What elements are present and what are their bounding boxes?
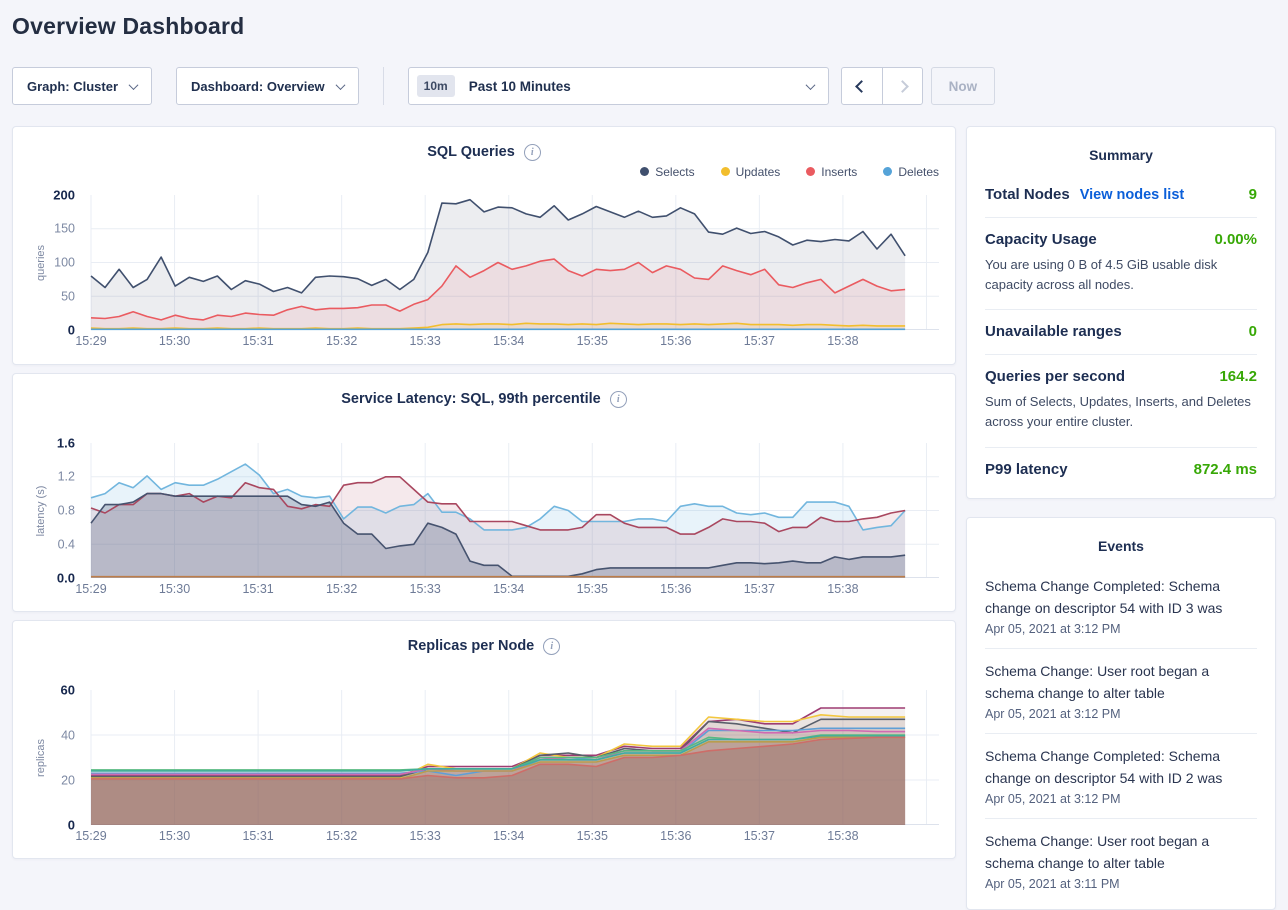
x-tick-label: 15:31 xyxy=(242,829,274,843)
x-tick-label: 15:35 xyxy=(576,334,608,348)
chevron-down-icon xyxy=(805,80,815,90)
x-tick-label: 15:30 xyxy=(158,829,191,843)
summary-label: P99 latency xyxy=(985,460,1068,478)
x-tick-label: 15:29 xyxy=(75,334,107,348)
x-tick-label: 15:34 xyxy=(493,829,525,843)
dashboard-dropdown-label: Dashboard: Overview xyxy=(191,78,325,94)
summary-title: Summary xyxy=(1089,147,1153,163)
next-range-button[interactable] xyxy=(882,68,922,104)
legend-dot-icon xyxy=(883,167,892,176)
x-axis-ticks xyxy=(75,825,939,845)
event-item xyxy=(985,734,1257,819)
y-tick-label: 150 xyxy=(54,221,75,236)
chevron-down-icon xyxy=(129,80,139,90)
summary-row-unavailable-ranges xyxy=(985,310,1257,355)
legend-label: Deletes xyxy=(898,164,939,179)
series-fill-n9 xyxy=(91,737,905,825)
time-pager xyxy=(841,67,923,105)
chart-title: SQL Queries xyxy=(427,144,515,160)
summary-row-capacity-usage xyxy=(985,218,1257,310)
summary-row-queries-per-second xyxy=(985,355,1257,447)
y-axis-title: latency (s) xyxy=(35,485,47,536)
y-tick-label: 0 xyxy=(67,817,75,833)
y-tick-label: 100 xyxy=(54,255,75,270)
summary-value: 164.2 xyxy=(1219,368,1257,386)
x-tick-label: 15:32 xyxy=(325,334,358,348)
summary-label: Total Nodes xyxy=(985,186,1070,203)
x-tick-label: 15:33 xyxy=(409,334,441,348)
chevron-right-icon xyxy=(896,80,909,93)
time-range-select[interactable] xyxy=(408,67,829,105)
event-item xyxy=(985,564,1257,649)
legend-label: Updates xyxy=(735,164,781,179)
x-tick-label: 15:31 xyxy=(242,334,274,348)
event-text: Schema Change: User root began a schema change to alter table xyxy=(985,662,1210,701)
legend-dot-icon xyxy=(721,167,730,176)
event-text: Schema Change Completed: Schema change on descriptor 54 with ID 2 was xyxy=(985,748,1223,787)
chart-title: Service Latency: SQL, 99th percentile xyxy=(341,391,601,407)
info-icon[interactable]: i xyxy=(524,144,541,161)
y-tick-label: 60 xyxy=(60,682,75,698)
legend-dot-icon xyxy=(806,167,815,176)
summary-label: Capacity Usage xyxy=(985,231,1097,248)
sql-queries-plot[interactable] xyxy=(91,195,939,330)
x-tick-label: 15:33 xyxy=(409,582,441,596)
x-tick-label: 15:36 xyxy=(660,829,692,843)
summary-panel xyxy=(966,126,1276,499)
event-timestamp: Apr 05, 2021 at 3:12 PM xyxy=(985,621,1121,636)
x-tick-label: 15:37 xyxy=(743,334,775,348)
dashboard-dropdown[interactable] xyxy=(176,67,359,105)
x-tick-label: 15:35 xyxy=(576,829,608,843)
graph-dropdown-label: Graph: Cluster xyxy=(27,78,119,94)
y-tick-label: 50 xyxy=(61,289,75,303)
view-nodes-list-link[interactable]: View nodes list xyxy=(1079,187,1185,203)
y-tick-label: 0 xyxy=(67,322,75,338)
x-tick-label: 15:38 xyxy=(827,334,859,348)
y-tick-label: 20 xyxy=(61,772,75,787)
toolbar xyxy=(12,67,1276,105)
info-icon[interactable]: i xyxy=(543,638,560,655)
x-tick-label: 15:29 xyxy=(75,582,107,596)
event-timestamp: Apr 05, 2021 at 3:12 PM xyxy=(985,792,1121,807)
summary-row-total-nodes xyxy=(985,173,1257,218)
page-title: Overview Dashboard xyxy=(12,13,245,39)
x-tick-label: 15:30 xyxy=(158,334,191,348)
summary-subtext: You are using 0 B of 4.5 GiB usable disk capacity across all nodes. xyxy=(985,257,1218,293)
x-axis-ticks xyxy=(75,330,939,350)
prev-range-button[interactable] xyxy=(842,68,882,104)
event-text: Schema Change Completed: Schema change on descriptor 54 with ID 3 was xyxy=(985,577,1223,616)
x-tick-label: 15:29 xyxy=(75,829,107,843)
legend-label: Selects xyxy=(655,164,695,179)
x-tick-label: 15:38 xyxy=(827,829,859,843)
x-tick-label: 15:37 xyxy=(743,829,775,843)
y-tick-label: 1.6 xyxy=(56,435,75,451)
x-tick-label: 15:34 xyxy=(493,334,525,348)
chevron-left-icon xyxy=(855,80,868,93)
chart-panel-sql-queries xyxy=(12,126,956,365)
legend-dot-icon xyxy=(640,167,649,176)
time-range-label: Past 10 Minutes xyxy=(468,78,571,94)
time-range-badge: 10m xyxy=(417,75,455,97)
event-item xyxy=(985,649,1257,734)
summary-subtext: Sum of Selects, Updates, Inserts, and Deletes across your entire cluster. xyxy=(985,394,1251,430)
replicas-plot[interactable] xyxy=(91,690,939,825)
legend-item-inserts[interactable] xyxy=(806,164,857,179)
toolbar-divider xyxy=(383,67,384,105)
graph-dropdown[interactable] xyxy=(12,67,152,105)
summary-value: 0 xyxy=(1248,323,1257,341)
legend-item-updates[interactable] xyxy=(721,164,781,179)
x-tick-label: 15:38 xyxy=(827,582,859,596)
chevron-down-icon xyxy=(335,80,345,90)
summary-value: 9 xyxy=(1248,186,1257,203)
y-axis-ticks xyxy=(33,187,83,338)
x-tick-label: 15:31 xyxy=(242,582,274,596)
chart-title: Replicas per Node xyxy=(407,638,535,654)
event-item xyxy=(985,819,1257,903)
x-tick-label: 15:36 xyxy=(660,334,692,348)
y-axis-ticks xyxy=(33,435,83,586)
x-tick-label: 15:34 xyxy=(493,582,525,596)
y-axis-ticks xyxy=(33,682,83,833)
x-tick-label: 15:32 xyxy=(325,829,358,843)
y-axis-title: replicas xyxy=(35,738,47,777)
event-timestamp: Apr 05, 2021 at 3:12 PM xyxy=(985,707,1121,721)
summary-label: Queries per second xyxy=(985,368,1126,386)
info-icon[interactable]: i xyxy=(610,391,627,408)
legend-label: Inserts xyxy=(821,164,858,179)
legend-item-deletes[interactable] xyxy=(883,164,939,179)
y-tick-label: 200 xyxy=(53,187,75,203)
service-latency-plot[interactable] xyxy=(91,443,939,578)
legend-item-selects[interactable] xyxy=(640,164,694,179)
summary-row-p99-latency xyxy=(985,448,1257,492)
y-tick-label: 0.4 xyxy=(57,537,75,551)
x-tick-label: 15:32 xyxy=(325,582,358,596)
sidebar-column xyxy=(966,126,1276,910)
summary-value: 872.4 ms xyxy=(1193,460,1257,478)
y-tick-label: 0.0 xyxy=(56,570,75,586)
y-tick-label: 40 xyxy=(61,727,75,742)
chart-legend xyxy=(29,164,939,179)
event-text: Schema Change: User root began a schema change to alter table xyxy=(985,833,1210,872)
x-tick-label: 15:30 xyxy=(158,582,191,596)
x-tick-label: 15:33 xyxy=(409,829,441,843)
events-panel xyxy=(966,517,1276,910)
summary-value: 0.00% xyxy=(1214,231,1257,248)
x-tick-label: 15:36 xyxy=(660,582,692,596)
summary-label: Unavailable ranges xyxy=(985,323,1122,341)
x-tick-label: 15:37 xyxy=(743,582,775,596)
x-axis-ticks xyxy=(75,578,939,598)
y-axis-title: queries xyxy=(35,244,47,281)
now-button[interactable]: Now xyxy=(931,67,996,105)
charts-column xyxy=(12,126,956,867)
y-tick-label: 1.2 xyxy=(57,469,75,484)
events-title: Events xyxy=(1098,537,1144,554)
event-timestamp: Apr 05, 2021 at 3:11 PM xyxy=(985,877,1120,892)
y-tick-label: 0.8 xyxy=(57,503,75,518)
chart-panel-replicas-per-node xyxy=(12,620,956,859)
x-tick-label: 15:35 xyxy=(576,582,608,596)
chart-panel-service-latency xyxy=(12,373,956,612)
